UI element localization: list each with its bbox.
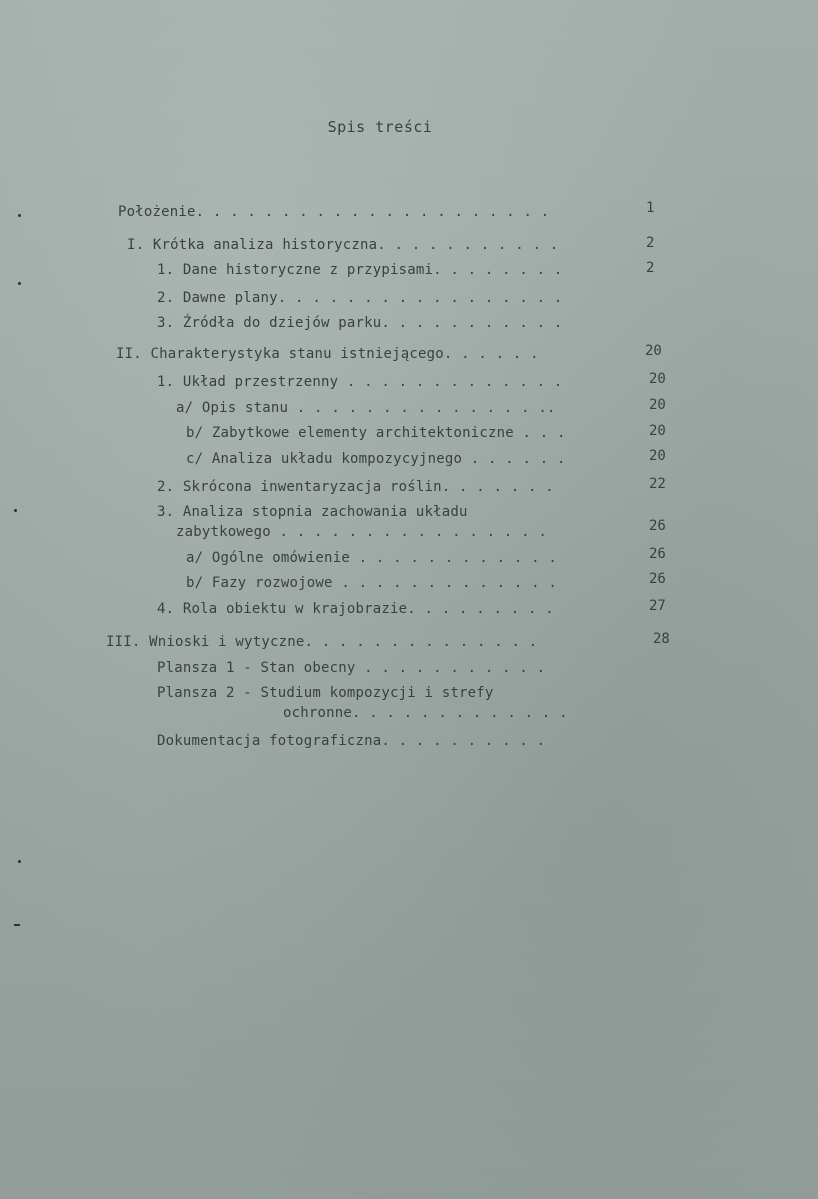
page-title: Spis treści [327,118,433,136]
toc-page-section-1: 2 [646,235,655,251]
toc-page-2-1-c: 20 [649,448,666,464]
toc-page-2-3-a: 26 [649,546,666,562]
toc-entry-2-3: 3. Analiza stopnia zachowania układu [157,504,468,520]
toc-entry-1-1: 1. Dane historyczne z przypisami. . . . . . . . [157,262,563,278]
toc-entry-2-1-a: a/ Opis stanu . . . . . . . . . . . . . . .. [176,400,556,416]
paper-speck [14,509,17,512]
toc-entry-2-1-b: b/ Zabytkowe elementy architektoniczne . . . [186,425,566,441]
toc-entry-2-1: 1. Układ przestrzenny . . . . . . . . . . . . . [157,374,563,390]
toc-page-2-4: 27 [649,598,666,614]
toc-entry-plansza-1: Plansza 1 - Stan obecny . . . . . . . . . . . [157,660,546,676]
toc-entry-section-2: II. Charakterystyka stanu istniejącego. . . . . . [116,346,539,362]
toc-page-2-1-b: 20 [649,423,666,439]
toc-page-1-1: 2 [646,260,655,276]
toc-entry-section-3: III. Wnioski i wytyczne. . . . . . . . . . . . . . [106,634,538,650]
toc-entry-2-1-c: c/ Analiza układu kompozycyjnego . . . . . . [186,451,566,467]
toc-page-section-3: 28 [653,631,670,647]
toc-page-2-1-a: 20 [649,397,666,413]
toc-entry-plansza-2: Plansza 2 - Studium kompozycji i strefy [157,685,494,701]
toc-entry-dokumentacja: Dokumentacja fotograficzna. . . . . . . . . . [157,733,546,749]
paper-speck [14,924,20,926]
toc-entry-2-3-b: b/ Fazy rozwojowe . . . . . . . . . . . . . [186,575,558,591]
toc-entry-2-4: 4. Rola obiektu w krajobrazie. . . . . . . . . [157,601,554,617]
toc-page-polozenie: 1 [646,200,655,216]
toc-entry-2-3-cont: zabytkowego . . . . . . . . . . . . . . . . [176,524,548,540]
toc-page-2-3: 26 [649,518,666,534]
paper-speck [18,282,21,285]
toc-page-2-2: 22 [649,476,666,492]
toc-page-section-2: 20 [645,343,662,359]
paper-speck [18,860,21,863]
toc-page-2-1: 20 [649,371,666,387]
toc-entry-section-1: I. Krótka analiza historyczna. . . . . . . . . . . [127,237,559,253]
toc-entry-1-2: 2. Dawne plany. . . . . . . . . . . . . . . . . [157,290,563,306]
toc-entry-1-3: 3. Źródła do dziejów parku. . . . . . . . . . . [157,315,563,331]
toc-entry-polozenie: Położenie. . . . . . . . . . . . . . . . . . . . . [118,204,550,220]
paper-speck [18,214,21,217]
toc-entry-2-2: 2. Skrócona inwentaryzacja roślin. . . . . . . [157,479,554,495]
toc-entry-plansza-2-cont: ochronne. . . . . . . . . . . . . [283,705,568,721]
toc-entry-2-3-a: a/ Ogólne omówienie . . . . . . . . . . . . [186,550,558,566]
toc-page-2-3-b: 26 [649,571,666,587]
